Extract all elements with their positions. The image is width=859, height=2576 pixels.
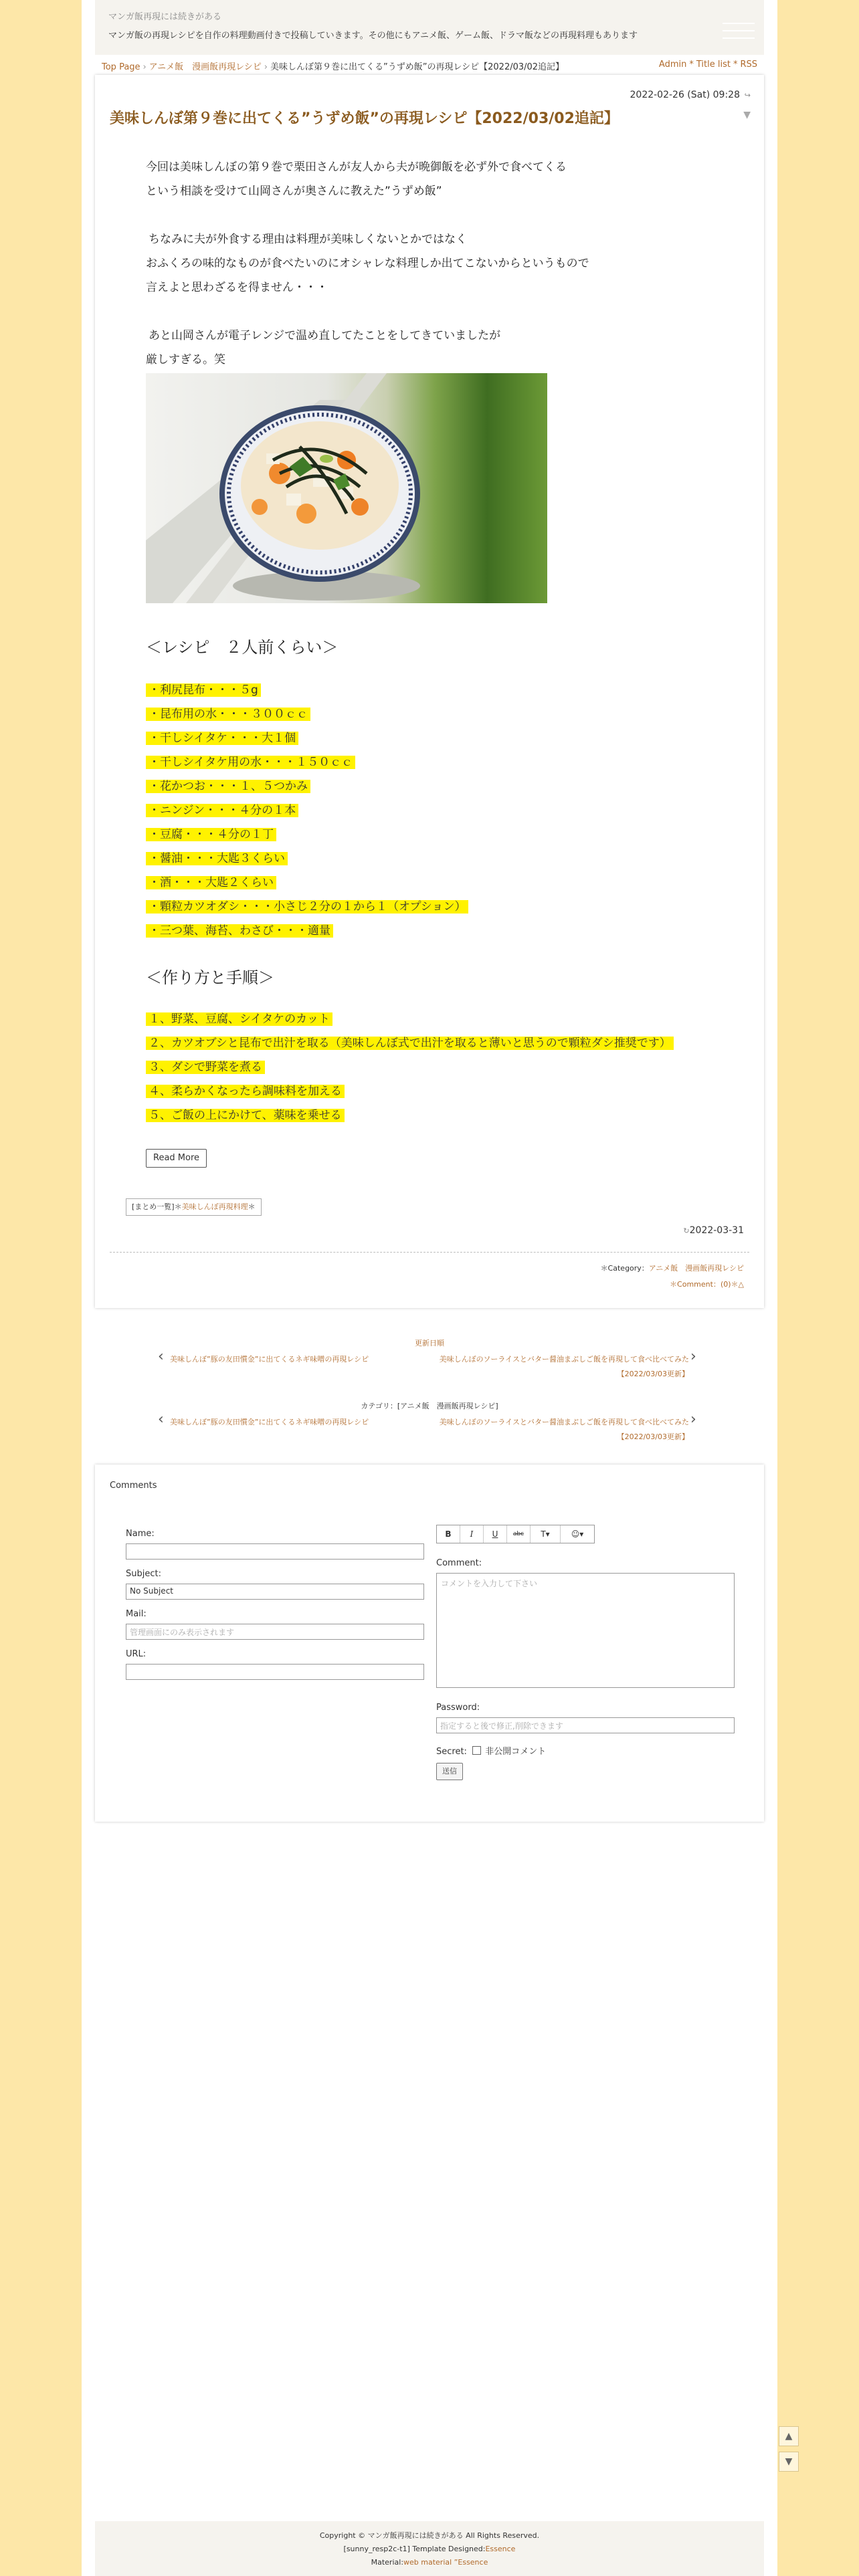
ingredient-text: ・酒・・・大匙２くらい <box>146 876 276 889</box>
category-link[interactable]: アニメ飯 漫画飯再現レシピ <box>648 1264 744 1273</box>
bold-button[interactable]: B <box>437 1525 460 1543</box>
list-item <box>146 875 468 899</box>
chevron-right-icon[interactable]: › <box>690 1411 696 1428</box>
list-item <box>146 1011 674 1035</box>
site-title[interactable]: マンガ飯再現には続きがある <box>108 12 222 22</box>
comment-textarea[interactable]: コメントを入力して下さい <box>436 1573 735 1688</box>
password-field[interactable]: 指定すると後で修正,削除できます <box>436 1717 735 1733</box>
category-line <box>601 1263 744 1273</box>
underline-button[interactable]: U <box>484 1525 507 1543</box>
comment-form <box>95 1465 764 1822</box>
ingredient-text: ・花かつお・・・１、５つかみ <box>146 780 310 793</box>
breadcrumb: Top Page › アニメ飯 漫画飯再現レシピ › 美味しんぼ第９巻に出てくる”うずめ飯”の再現レシピ【2022/03/02追記】 <box>102 62 565 72</box>
warning-icon[interactable]: △ <box>738 1280 744 1289</box>
ingredient-list <box>146 682 468 947</box>
ingredient-text: ・昆布用の水・・・３００ｃｃ <box>146 708 310 721</box>
nav-updated-label: 更新日順 <box>415 1339 444 1348</box>
breadcrumb-current: 美味しんぼ第９巻に出てくる”うずめ飯”の再現レシピ【2022/03/02追記】 <box>270 62 565 72</box>
article-card <box>95 75 764 1308</box>
submit-button[interactable]: 送信 <box>436 1763 463 1780</box>
updated-date-text: 2022-03-31 <box>689 1225 744 1236</box>
title-list-link[interactable]: Title list <box>696 60 731 70</box>
prev-post-link[interactable]: 美味しんぼ”豚の友田慣金”に出てくるネギ味噌の再現レシピ <box>170 1355 369 1364</box>
material-credit <box>95 2556 764 2569</box>
template-credit <box>95 2543 764 2556</box>
site-description: マンガ飯の再現レシピを自作の料理動画付きで投稿していきます。その他にもアニメ飯、ゲーム飯、ドラマ飯などの再現料理もあります <box>108 31 638 41</box>
list-item <box>146 1107 674 1132</box>
password-label: Password: <box>436 1703 480 1713</box>
admin-link[interactable]: Admin <box>658 60 687 70</box>
step-text: ５、ご飯の上にかけて、薬味を乗せる <box>146 1109 345 1122</box>
mail-field[interactable]: 管理画面にのみ表示されます <box>126 1624 424 1640</box>
ingredient-text: ・ニンジン・・・４分の１本 <box>146 804 298 817</box>
next-post-link[interactable]: 美味しんぼのソーライスとバター醤油まぶしご飯を再現して食べ比べてみた <box>439 1418 689 1426</box>
text-line: 言えよと思わざるを得ません・・・ <box>146 281 328 294</box>
steps-heading: ＜作り方と手順＞ <box>146 968 274 987</box>
food-photo <box>146 373 547 603</box>
breadcrumb-category[interactable]: アニメ飯 漫画飯再現レシピ <box>149 62 262 72</box>
refresh-icon: ↻ <box>683 1226 690 1235</box>
secret-checkbox[interactable] <box>472 1746 481 1755</box>
chevron-left-icon[interactable]: ‹ <box>158 1348 164 1365</box>
copyright: Copyright © マンガ飯再現には続きがある All Rights Reserved. <box>319 2531 540 2540</box>
paragraph <box>146 324 500 372</box>
strike-button[interactable]: abc <box>507 1525 531 1543</box>
text-line: あと山岡さんが電子レンジで温め直してたことをしてきていましたが <box>149 329 501 342</box>
scroll-top-icon[interactable]: ▲ <box>779 2426 799 2446</box>
subject-field[interactable]: No Subject <box>126 1584 424 1600</box>
list-item <box>146 682 468 706</box>
prev-post-link[interactable]: 美味しんぼ”豚の友田慣金”に出てくるネギ味噌の再現レシピ <box>170 1418 369 1426</box>
page-column <box>82 0 777 2576</box>
list-item <box>146 827 468 851</box>
url-label: URL: <box>126 1649 147 1659</box>
step-text: １、野菜、豆腐、シイタケのカット <box>146 1012 332 1026</box>
rss-link[interactable]: RSS <box>740 60 757 70</box>
list-item <box>146 802 468 827</box>
separator: * <box>689 60 694 70</box>
list-item <box>146 899 468 923</box>
chevron-right-icon[interactable]: › <box>690 1348 696 1365</box>
list-item <box>146 778 468 802</box>
page-title[interactable]: 美味しんぼ第９巻に出てくる”うずめ飯”の再現レシピ【2022/03/02追記】 <box>110 110 619 127</box>
template-prefix: [sunny_resp2c-t1] Template Designed: <box>343 2545 486 2553</box>
ingredient-text: ・利尻昆布・・・５g <box>146 683 261 697</box>
name-field[interactable] <box>126 1543 424 1560</box>
scroll-bottom-icon[interactable]: ▼ <box>779 2452 799 2472</box>
read-more-button[interactable]: Read More <box>146 1149 207 1168</box>
material-prefix: Material: <box>371 2558 404 2567</box>
recipe-heading: ＜レシピ ２人前くらい＞ <box>146 638 339 657</box>
list-item <box>146 1035 674 1059</box>
uzume-meshi-bowl-illustration <box>146 373 547 603</box>
comment-count-link[interactable]: (0) <box>720 1280 731 1289</box>
category-label: ＊Category： <box>600 1264 649 1273</box>
ingredient-text: ・干しシイタケ用の水・・・１５０ｃｃ <box>146 756 355 769</box>
material-link[interactable]: web material ”Essence <box>403 2558 488 2567</box>
footer <box>95 2521 764 2576</box>
updated-date <box>683 1225 744 1236</box>
step-text: ４、柔らかくなったら調味料を加える <box>146 1085 345 1098</box>
ingredient-text: ・三つ葉、海苔、わさび・・・適量 <box>146 924 333 938</box>
secret-option-label[interactable]: 非公開コメント <box>485 1747 547 1757</box>
text-line: という相談を受けて山岡さんが奥さんに教えた”うずめ飯” <box>146 185 442 198</box>
text-line: 今回は美味しんぼの第９巻で栗田さんが友人から夫が晩御飯を必ず外で食べてくる <box>146 160 567 174</box>
next-post-link[interactable]: 美味しんぼのソーライスとバター醤油まぶしご飯を再現して食べ比べてみた <box>439 1355 689 1364</box>
name-label: Name: <box>126 1529 155 1539</box>
subject-label: Subject: <box>126 1569 161 1579</box>
paragraph <box>146 227 589 300</box>
text-size-dropdown[interactable]: T▾ <box>531 1525 561 1543</box>
separator: ＊ <box>731 1280 739 1289</box>
list-item <box>146 923 468 947</box>
secret-row <box>436 1744 546 1757</box>
chevron-left-icon[interactable]: ‹ <box>158 1411 164 1428</box>
summary-tag <box>126 1198 262 1216</box>
comment-label: Comment: <box>436 1558 482 1568</box>
ingredient-text: ・醤油・・・大匙３くらい <box>146 852 288 865</box>
list-item <box>146 754 468 778</box>
ingredient-text: ・干しシイタケ・・・大１個 <box>146 732 298 745</box>
top-links <box>659 60 757 70</box>
post-date: 2022-02-26 (Sat) 09:28 <box>630 90 740 100</box>
next-post-updated: 【2022/03/03更新】 <box>617 1370 689 1378</box>
ingredient-text: ・顆粒カツオダシ・・・小さじ２分の１から１（オプション） <box>146 900 468 914</box>
text-line: おふくろの味的なものが食べたいのにオシャレな料理しか出てこないからというもので <box>146 257 589 270</box>
format-toolbar <box>436 1525 595 1543</box>
nav-category-label: カテゴリ：[アニメ飯 漫画飯再現レシピ] <box>361 1402 498 1410</box>
template-link[interactable]: Essence <box>485 2545 516 2553</box>
steps-list <box>146 1011 674 1132</box>
list-item <box>146 730 468 754</box>
triangle-down-icon[interactable]: ▼ <box>743 110 751 120</box>
step-text: ２、カツオブシと昆布で出汁を取る（美味しんぼ式で出汁を取ると薄いと思うので顆粒ダシ推奨です） <box>146 1037 674 1050</box>
italic-button[interactable]: I <box>460 1525 484 1543</box>
summary-link[interactable]: 美味しんぼ再現料理 <box>181 1202 248 1211</box>
link-icon[interactable]: ↪ <box>744 91 751 100</box>
list-item <box>146 1059 674 1083</box>
hamburger-menu-icon[interactable] <box>719 17 759 44</box>
text-line: ちなみに夫が外食する理由は料理が美味しくないとかではなく <box>149 233 467 246</box>
mail-label: Mail: <box>126 1609 147 1619</box>
text-line: 厳しすぎる。笑 <box>146 353 225 366</box>
paragraph <box>146 155 567 203</box>
comment-label: ＊Comment： <box>670 1280 721 1289</box>
secret-label: Secret: <box>436 1747 467 1757</box>
breadcrumb-home[interactable]: Top Page <box>102 62 140 72</box>
url-field[interactable] <box>126 1664 424 1680</box>
divider <box>110 1252 749 1253</box>
separator: * <box>733 60 738 70</box>
next-post-updated: 【2022/03/03更新】 <box>617 1432 689 1441</box>
step-text: ３、ダシで野菜を煮る <box>146 1061 265 1074</box>
summary-prefix: [まとめ一覧]＊ <box>132 1202 182 1211</box>
summary-suffix: ＊ <box>248 1202 256 1211</box>
list-item <box>146 706 468 730</box>
list-item <box>146 1083 674 1107</box>
list-item <box>146 851 468 875</box>
comments-heading: Comments <box>110 1481 157 1491</box>
site-header <box>95 0 764 55</box>
comment-line <box>670 1279 744 1289</box>
ingredient-text: ・豆腐・・・４分の１丁 <box>146 828 276 841</box>
emoji-dropdown[interactable]: ☺▾ <box>571 1529 584 1539</box>
